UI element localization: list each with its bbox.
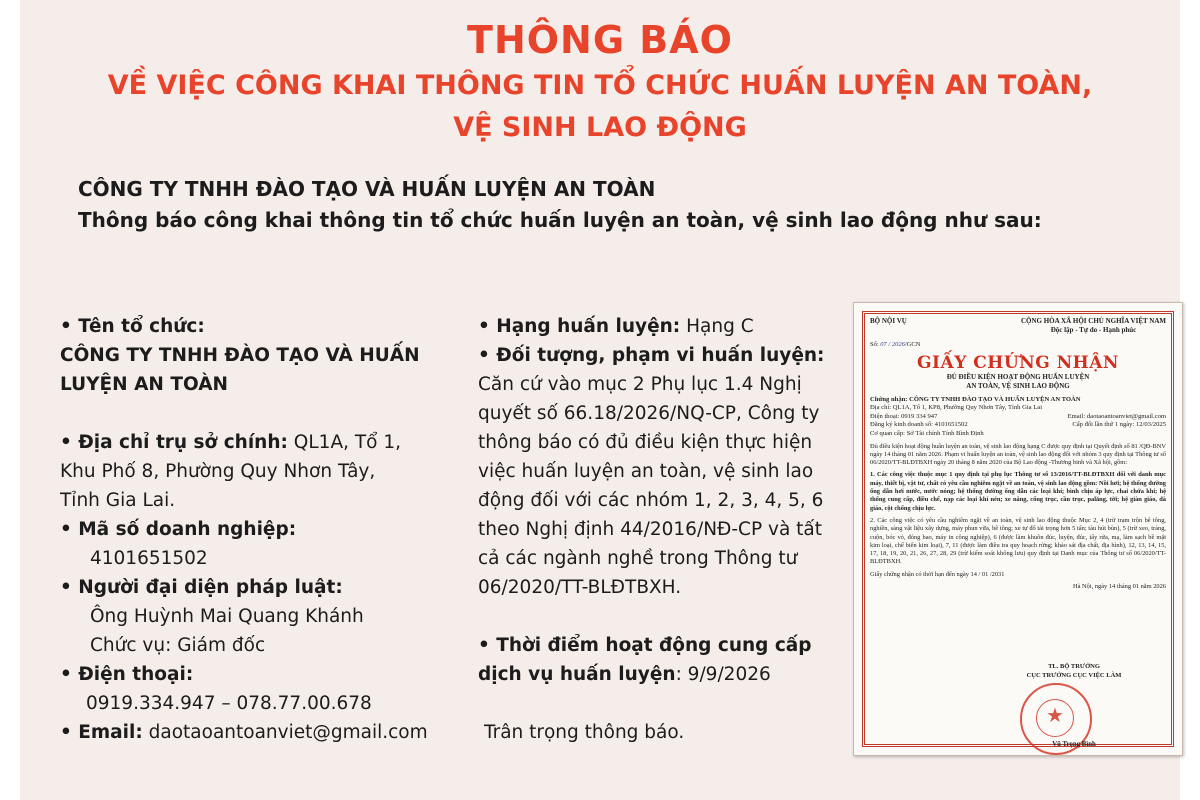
company-heading: CÔNG TY TNHH ĐÀO TẠO VÀ HUẤN LUYỆN AN TOÀN <box>78 177 656 201</box>
cert-registration: Đăng ký kinh doanh số: 4101651502 <box>870 421 968 429</box>
cert-validity: Giấy chứng nhận có thời hạn đến ngày 14 / 01 /2031 <box>870 570 1005 578</box>
scope-line: theo Nghị định 44/2016/NĐ-CP và tất <box>478 519 823 540</box>
star-icon: ★ <box>1046 705 1064 727</box>
tax-value: 4101651502 <box>90 548 208 569</box>
cert-phone: Điện thoại: 0919 334 947 <box>870 412 938 420</box>
cert-ministry: BỘ NỘI VỤ <box>870 317 907 325</box>
email-label: • Email: <box>60 722 143 743</box>
scope-line: quyết số 66.18/2026/NQ-CP, Công ty <box>478 403 820 424</box>
cert-holder: Chứng nhận: CÔNG TY TNHH ĐÀO TẠO VÀ HUẤN LUYỆN AN TOÀN <box>870 395 1081 403</box>
email-value: daotaoantoanviet@gmail.com <box>142 722 428 743</box>
scope-line: động đối với các nhóm 1, 2, 3, 4, 5, 6 <box>478 490 824 511</box>
cert-signer-name: Vũ Trọng Bình <box>1052 741 1096 748</box>
address-line3: Tỉnh Gia Lai. <box>60 490 176 511</box>
org-name-line1: CÔNG TY TNHH ĐÀO TẠO VÀ HUẤN <box>60 345 420 366</box>
scope-line: 06/2020/TT-BLĐTBXH. <box>478 577 682 598</box>
address-label: • Địa chỉ trụ sở chính: <box>60 432 288 453</box>
cert-number-handwritten: 07 / 2026 <box>880 340 905 348</box>
organization-info <box>60 312 470 747</box>
rank-label: • Hạng huấn luyện: <box>478 316 681 337</box>
tax-label: • Mã số doanh nghiệp: <box>60 519 297 540</box>
cert-motto: Độc lập - Tự do - Hạnh phúc <box>1050 326 1137 335</box>
intro-statement: Thông báo công khai thông tin tổ chức huấn luyện an toàn, vệ sinh lao động như sau: <box>78 208 1042 232</box>
cert-agency: Cơ quan cấp: Sở Tài chính Tỉnh Bình Định <box>870 430 984 437</box>
closing-text: Trân trọng thông báo. <box>484 722 685 743</box>
notice-subtitle-line1: VỀ VIỆC CÔNG KHAI THÔNG TIN TỔ CHỨC HUẤN LUYỆN AN TOÀN, <box>107 70 1093 101</box>
notice-subtitle-line2: VỆ SINH LAO ĐỘNG <box>453 112 747 143</box>
address-line2: Khu Phố 8, Phường Quy Nhơn Tây, <box>60 461 376 482</box>
rep-label: • Người đại diện pháp luật: <box>60 577 343 598</box>
cert-address: Địa chỉ: QL1A, Tổ 1, KP8, Phường Quy Nhơn Tây, Tỉnh Gia Lai <box>870 404 1043 412</box>
time-label-line2: dịch vụ huấn luyện <box>478 664 676 685</box>
org-label: • Tên tổ chức: <box>60 316 205 337</box>
cert-signature-block: TL. BỘ TRƯỞNG CỤC TRƯỞNG CỤC VIỆC LÀM <box>1026 663 1122 679</box>
cert-details <box>870 396 1166 439</box>
cert-subtitle: ĐỦ ĐIỀU KIỆN HOẠT ĐỘNG HUẤN LUYỆN AN TOÀN, VỆ SINH LAO ĐỘNG <box>946 372 1090 390</box>
time-value: : 9/9/2026 <box>675 664 771 685</box>
phone-label: • Điện thoại: <box>60 664 194 685</box>
address-value: QL1A, Tổ 1, <box>287 432 402 453</box>
org-name-line2: LUYỆN AN TOÀN <box>60 374 228 395</box>
rank-value: Hạng C <box>680 316 754 337</box>
rank-item <box>478 312 853 341</box>
scope-line: thông báo có đủ điều kiện thực hiện <box>478 432 813 453</box>
cert-date: Hà Nội, ngày 14 tháng 01 năm 2026 <box>1072 583 1166 591</box>
scope-line: cả các ngành nghề trong Thông tư <box>478 548 798 569</box>
cert-registration-date: Cấp đổi lần thứ 1 ngày: 12/03/2025 <box>1072 421 1166 429</box>
rep-name: Ông Huỳnh Mai Quang Khánh <box>90 606 364 627</box>
cert-paragraph-3: 2. Các công việc có yêu cầu nghiêm ngặt về an toàn, vệ sinh lao động thuộc Mục 2, 4 (trừ trạm trộn bê tông, nghiền, sàng vật liệu xây dựng, máy phun vữa, bê tông; xe tự đổ tải trọng hơn 5 tấn; tàu hút bùn), 5 (trừ xeo, tráng, cuộn, bóc vỏ, đóng bao, máy in công nghiệp), 6 (được làm khuôn đúc, luyện, đúc, tẩy rửa, mạ, làm sạch bề mặt kim loại, chế biến kim loại), 7, 11 (được làm điều tra quy hoạch rừng; khảo sát địa chất, địa hình), 12, 13, 14, 15, 17, 18, 19, 20, 21, 26, 27, 28, 29 (trừ kiểm soát không lưu) quy định tại Danh mục của Thông tư số 06/2020/TT-BLĐTBXH. <box>870 516 1166 566</box>
cert-paragraph-1: Đủ điều kiện hoạt động huấn luyện an toàn, vệ sinh lao động hạng C được quy định tại Quyết định số 81 /QĐ-BNV ngày 14 tháng 01 năm 2026. Phạm vi huấn luyện an toàn, vệ sinh lao động đối với nhóm 3 quy định tại Thông tư số 06/2020/TT-BLĐTBXH ngày 20 tháng 8 năm 2020 của Bộ Lao động -Thương binh và Xã hội, gồm: <box>870 442 1166 467</box>
scope-line: Căn cứ vào mục 2 Phụ lục 1.4 Nghị <box>478 374 802 395</box>
certificate-header <box>870 317 1166 336</box>
cert-number: Số: 07 / 2026/GCN <box>870 340 921 348</box>
scope-label: • Đối tượng, phạm vi huấn luyện: <box>478 345 825 366</box>
cert-email: Email: daotaoantoanviet@gmail.com <box>1067 412 1166 420</box>
rep-title: Chức vụ: Giám đốc <box>90 635 266 656</box>
cert-title: GIẤY CHỨNG NHẬN <box>917 353 1119 374</box>
scope-line: việc huấn luyện an toàn, vệ sinh lao <box>478 461 814 482</box>
time-item <box>478 660 853 689</box>
cert-paragraph-2: 1. Các công việc thuộc mục 1 quy định tại phụ lục Thông tư số 13/2016/TT-BLĐTBXH đối với danh mục máy, thiết bị, vật tư, chất có yêu cầu nghiêm ngặt về an toàn, vệ sinh lao động gồm: Nồi hơi; hệ thống đường ống dẫn hơi nước, nước nóng; hệ thống đường ống dẫn các loại khí; bình chịu áp lực, chai chứa khí; hệ thống cung cấp, điều chế, nạp các loại khí nén; xe nâng, cổng trục, cần trục, palăng, tời; hệ giàn giáo, đà giáo, cột chống chịu lực. <box>870 471 1166 512</box>
phone-value: 0919.334.947 – 078.77.00.678 <box>86 693 372 714</box>
cert-republic: CỘNG HÒA XÃ HỘI CHỦ NGHĨA VIỆT NAM <box>1020 317 1166 325</box>
notice-title: THÔNG BÁO <box>467 18 733 62</box>
time-label-line1: • Thời điểm hoạt động cung cấp <box>478 635 812 656</box>
address-item <box>60 428 470 457</box>
certificate-body <box>870 317 1166 591</box>
email-item <box>60 718 470 747</box>
certificate-image <box>853 302 1183 756</box>
training-info <box>478 312 853 747</box>
